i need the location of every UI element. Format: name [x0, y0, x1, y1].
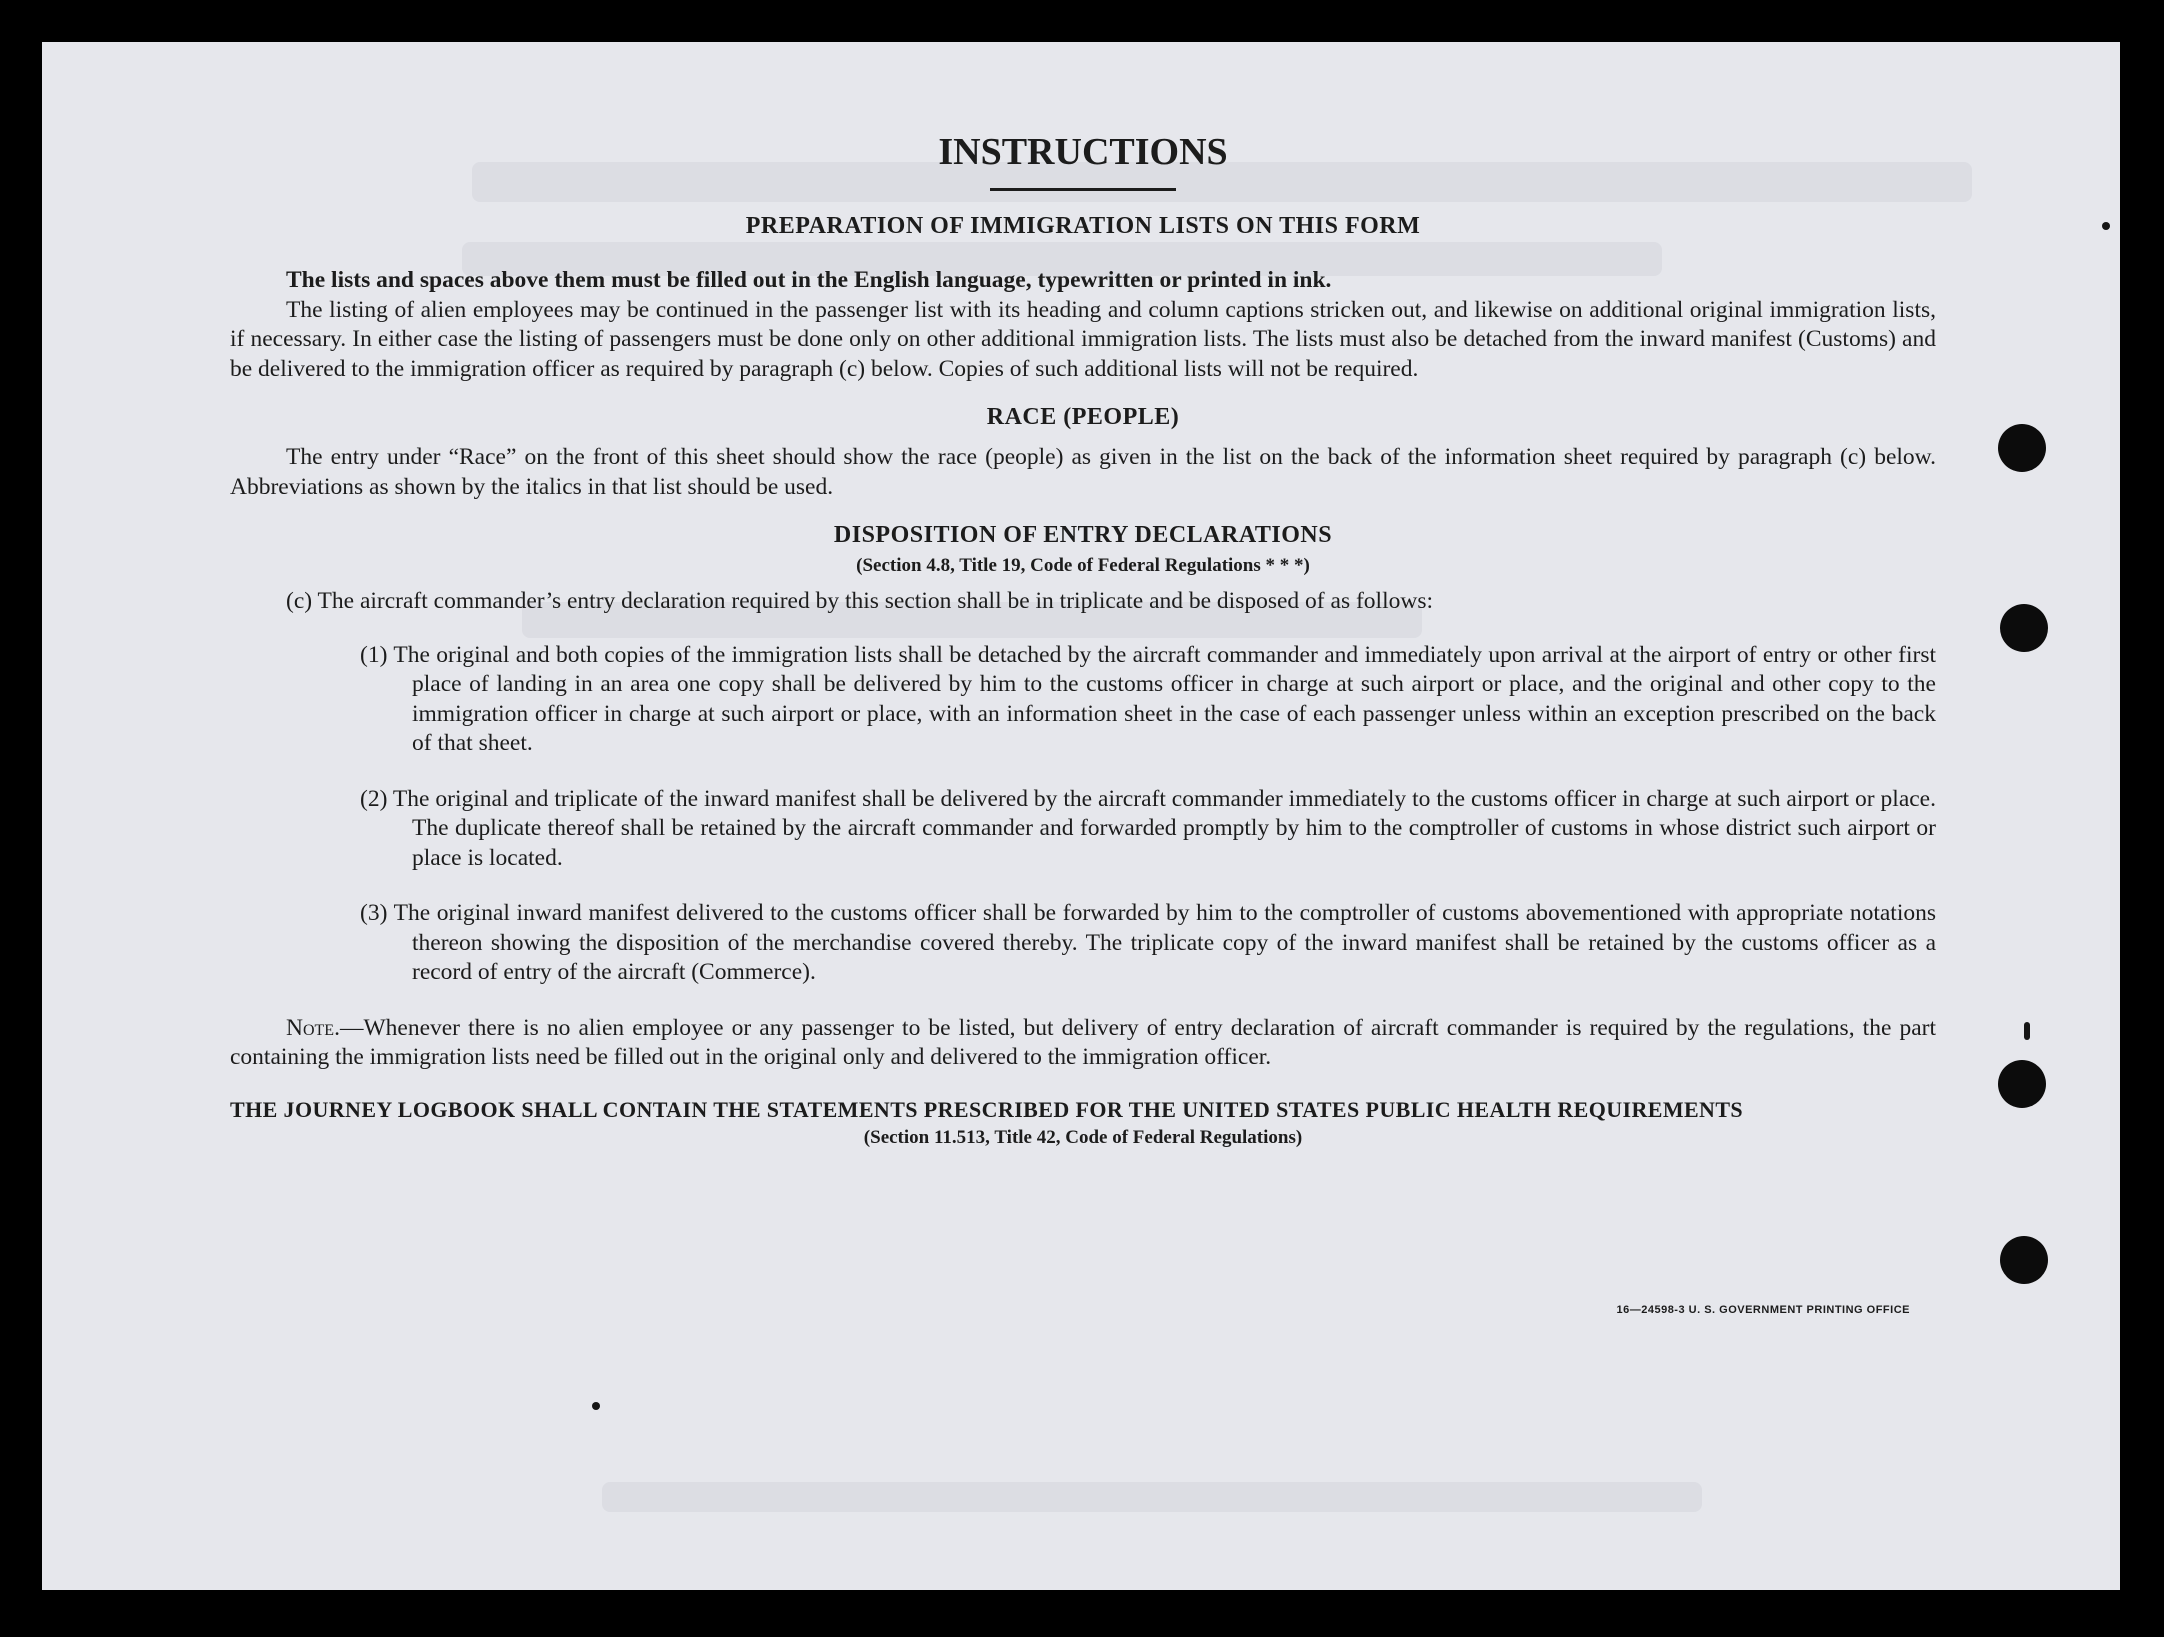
- list-item-2: (2) The original and triplicate of the inward manifest shall be delivered by the aircraft commander immediately to the customs officer in charge at such airport or place. The duplicate thereof shall be retained by the aircraft commander and forwarded promptly by him to the comptroller of customs in whose district such airport or place is located.: [360, 785, 1936, 871]
- section-heading-preparation: PREPARATION OF IMMIGRATION LISTS ON THIS FORM: [745, 213, 1421, 239]
- punch-hole: [1998, 424, 2046, 472]
- document-page: [42, 42, 2120, 1590]
- paragraph-note: [230, 1014, 1936, 1073]
- show-through-shadow: [602, 1482, 1702, 1512]
- title-underline: [990, 188, 1176, 191]
- instructions-body: [230, 128, 1936, 1149]
- page-title: INSTRUCTIONS: [938, 131, 1228, 173]
- note-text: —Whenever there is no alien employee or any passenger to be listed, but delivery of entry declaration of aircraft commander is required by the regulations, the part containing the immigration lists need be filled out in the original only and delivered to the immigration officer.: [230, 1014, 1936, 1070]
- list-item-3: (3) The original inward manifest delivered to the customs officer shall be forwarded by him to the comptroller of customs abovementioned with appropriate notations thereon showing the disposition of the merchandise covered thereby. The triplicate copy of the inward manifest shall be retained by the customs officer as a record of entry of the aircraft (Commerce).: [360, 900, 1936, 985]
- health-requirements-line: THE JOURNEY LOGBOOK SHALL CONTAIN THE STATEMENTS PRESCRIBED FOR THE UNITED STATES PUBLIC HEALTH REQUIREMENTS: [230, 1096, 1744, 1122]
- ink-speck: [2102, 222, 2110, 230]
- note-label: Note.: [286, 1014, 340, 1041]
- paragraph-english-language: The lists and spaces above them must be filled out in the English language, typewritten or printed in ink.: [286, 267, 1332, 293]
- paragraph-race: The entry under “Race” on the front of this sheet should show the race (people) as given in the list on the back of the information sheet required by paragraph (c) below. Abbreviations as shown by the italics in that list should be used.: [230, 444, 1936, 500]
- punch-hole: [1998, 1060, 2046, 1108]
- punch-hole: [2000, 1236, 2048, 1284]
- paragraph-alien-employees: The listing of alien employees may be continued in the passenger list with its heading and column captions stricken out, and likewise on additional original immigration lists, if necessary. In either case the listing of passengers must be done only on other additional immigration lists. The lists must also be detached from the inward manifest (Customs) and be delivered to the immigration officer as required by paragraph (c) below. Copies of such additional lists will not be required.: [230, 296, 1936, 382]
- section-citation-disposition: (Section 4.8, Title 19, Code of Federal Regulations * * *): [856, 555, 1310, 576]
- section-heading-disposition: DISPOSITION OF ENTRY DECLARATIONS: [833, 522, 1333, 548]
- list-item-1: (1) The original and both copies of the immigration lists shall be detached by the aircraft commander and immediately upon arrival at the airport of entry or other first place of landing in an area one copy shall be delivered by him to the customs officer in charge at such airport or place, and the original and other copy to the immigration officer in charge at such airport or place, with an information sheet in the case of each passenger unless within an exception prescribed on the back of that sheet.: [360, 641, 1936, 756]
- section-heading-race: RACE (PEOPLE): [986, 404, 1180, 430]
- ink-speck: [592, 1402, 600, 1410]
- punch-hole: [2000, 604, 2048, 652]
- printer-imprint: 16—24598-3 U. S. GOVERNMENT PRINTING OFFICE: [1616, 1304, 1910, 1316]
- ink-speck: [2024, 1022, 2030, 1040]
- health-requirements-citation: (Section 11.513, Title 42, Code of Federal Regulations): [863, 1126, 1303, 1148]
- paragraph-clause-c: (c) The aircraft commander’s entry declaration required by this section shall be in triplicate and be disposed of as follows:: [286, 588, 1433, 614]
